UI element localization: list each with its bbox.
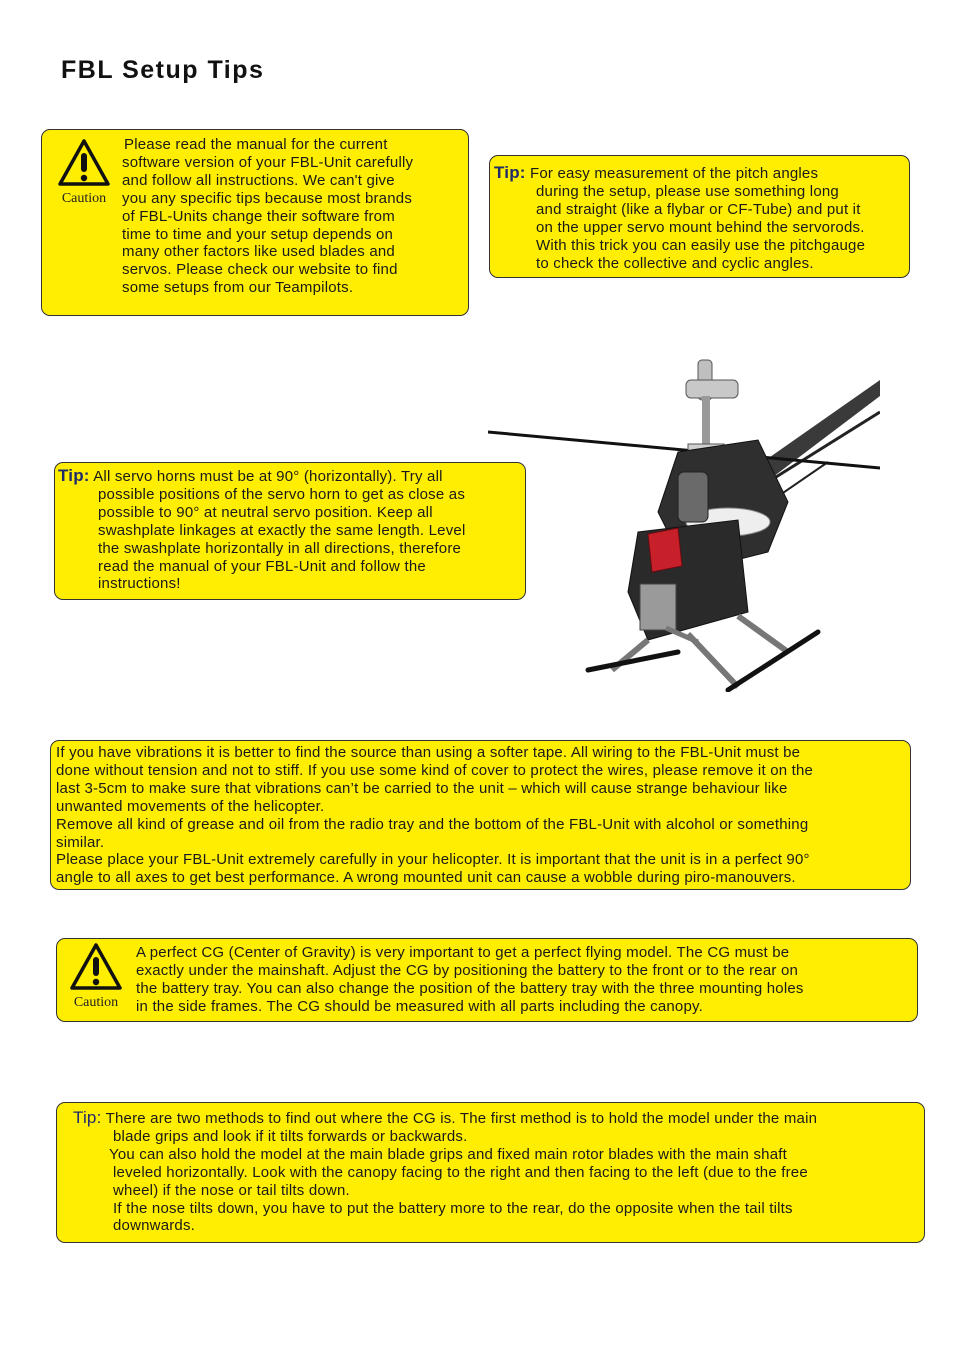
- text-line: instructions!: [98, 575, 181, 593]
- text-line: A perfect CG (Center of Gravity) is very important to get a perfect flying model. The CG must be: [136, 944, 790, 961]
- text-line: Please read the manual for the current: [124, 136, 388, 153]
- text-line: If you have vibrations it is better to find the source than using a softer tape. All wiring to the FBL-Unit must be: [56, 744, 801, 761]
- text-line: many other factors like used blades and: [122, 243, 395, 261]
- text-line: All servo horns must be at 90° (horizontally). Try all: [93, 468, 443, 485]
- text-line: you any specific tips because most brands: [122, 189, 413, 207]
- text-line: in the side frames. The CG should be measured with all parts including the canopy.: [136, 997, 703, 1015]
- caution-box-cg: [56, 938, 918, 1022]
- info-text: [56, 744, 912, 887]
- tip-text: [494, 164, 914, 272]
- caution-label: Caution: [61, 191, 107, 206]
- text-line: With this trick you can easily use the pitchgauge: [536, 236, 866, 254]
- text-line: blade grips and look if it tilts forwards or backwards.: [113, 1127, 468, 1145]
- text-line: Please place your FBL-Unit extremely carefully in your helicopter. It is important that the unit is in a perfect 90°: [56, 851, 810, 869]
- tip-first-line: [73, 1109, 923, 1128]
- caution-text: [136, 944, 914, 1016]
- text-line: Remove all kind of grease and oil from the radio tray and the bottom of the FBL-Unit with alcohol or something: [56, 815, 809, 833]
- text-line: the battery tray. You can also change the position of the battery tray with the three mounting holes: [136, 979, 804, 997]
- text-line: swashplate linkages at exactly the same length. Level: [98, 521, 466, 539]
- caution-text: [122, 136, 462, 297]
- tip-label: Tip:: [494, 163, 526, 182]
- text-line: on the upper servo mount behind the servorods.: [536, 218, 865, 236]
- text-line: and straight (like a flybar or CF-Tube) and put it: [536, 200, 861, 218]
- tip-label: Tip:: [73, 1108, 102, 1127]
- text-line: of FBL-Units change their software from: [122, 207, 395, 225]
- text-line: wheel) if the nose or tail tilts down.: [113, 1181, 350, 1199]
- text-line: servos. Please check our website to find: [122, 261, 398, 279]
- text-line: time to time and your setup depends on: [122, 225, 394, 243]
- text-line: similar.: [56, 833, 105, 851]
- text-line: to check the collective and cyclic angles.: [536, 254, 814, 272]
- text-line: downwards.: [113, 1217, 196, 1235]
- tip-first-line: [58, 467, 526, 486]
- text-line: software version of your FBL-Unit carefully: [122, 153, 414, 171]
- text-line: last 3-5cm to make sure that vibrations can’t be carried to the unit – which will cause strange behaviour like: [56, 779, 788, 797]
- text-line: You can also hold the model at the main blade grips and fixed main rotor blades with the main shaft: [109, 1145, 787, 1163]
- tip-text: [58, 467, 526, 593]
- text-line: angle to all axes to get best performance. A wrong mounted unit can cause a wobble during piro-manouvers.: [56, 869, 796, 887]
- text-line: leveled horizontally. Look with the canopy facing to the right and then facing to the left (due to the free: [113, 1163, 808, 1181]
- tip-box-servo: [54, 462, 526, 600]
- text-line: the swashplate horizontally in all directions, therefore: [98, 539, 462, 557]
- caution-triangle-icon: [57, 138, 111, 188]
- text-line: some setups from our Teampilots.: [122, 279, 354, 297]
- text-line: possible positions of the servo horn to get as close as: [98, 485, 466, 503]
- page-title: FBL Setup Tips: [61, 56, 265, 84]
- caution-box-manual: [41, 129, 469, 316]
- text-line: There are two methods to find out where the CG is. The first method is to hold the model under the main: [105, 1110, 818, 1127]
- tip-box-cg-methods: [56, 1102, 925, 1243]
- text-line: possible to 90° at neutral servo position. Keep all: [98, 503, 433, 521]
- tip-box-pitch: [489, 155, 910, 278]
- caution-badge: [54, 138, 114, 207]
- tip-label: Tip:: [58, 466, 90, 485]
- text-line: For easy measurement of the pitch angles: [530, 165, 819, 182]
- caution-label: Caution: [73, 995, 119, 1010]
- text-line: If the nose tilts down, you have to put the battery more to the rear, do the opposite when the tail tilts: [113, 1199, 793, 1217]
- caution-triangle-icon: [69, 942, 123, 992]
- text-line: unwanted movements of the helicopter.: [56, 797, 325, 815]
- info-box-vibrations: [50, 740, 911, 890]
- tip-first-line: [494, 164, 914, 183]
- tip-text: [73, 1109, 923, 1235]
- helicopter-illustration: [488, 352, 880, 692]
- text-line: and follow all instructions. We can't give: [122, 171, 395, 189]
- text-line: exactly under the mainshaft. Adjust the CG by positioning the battery to the front or to the rear on: [136, 961, 799, 979]
- text-line: read the manual of your FBL-Unit and follow the: [98, 557, 426, 575]
- text-line: during the setup, please use something long: [536, 182, 839, 200]
- text-line: done without tension and not to stiff. If you use some kind of cover to protect the wires, please remove it on the: [56, 761, 814, 779]
- caution-badge: [66, 942, 126, 1011]
